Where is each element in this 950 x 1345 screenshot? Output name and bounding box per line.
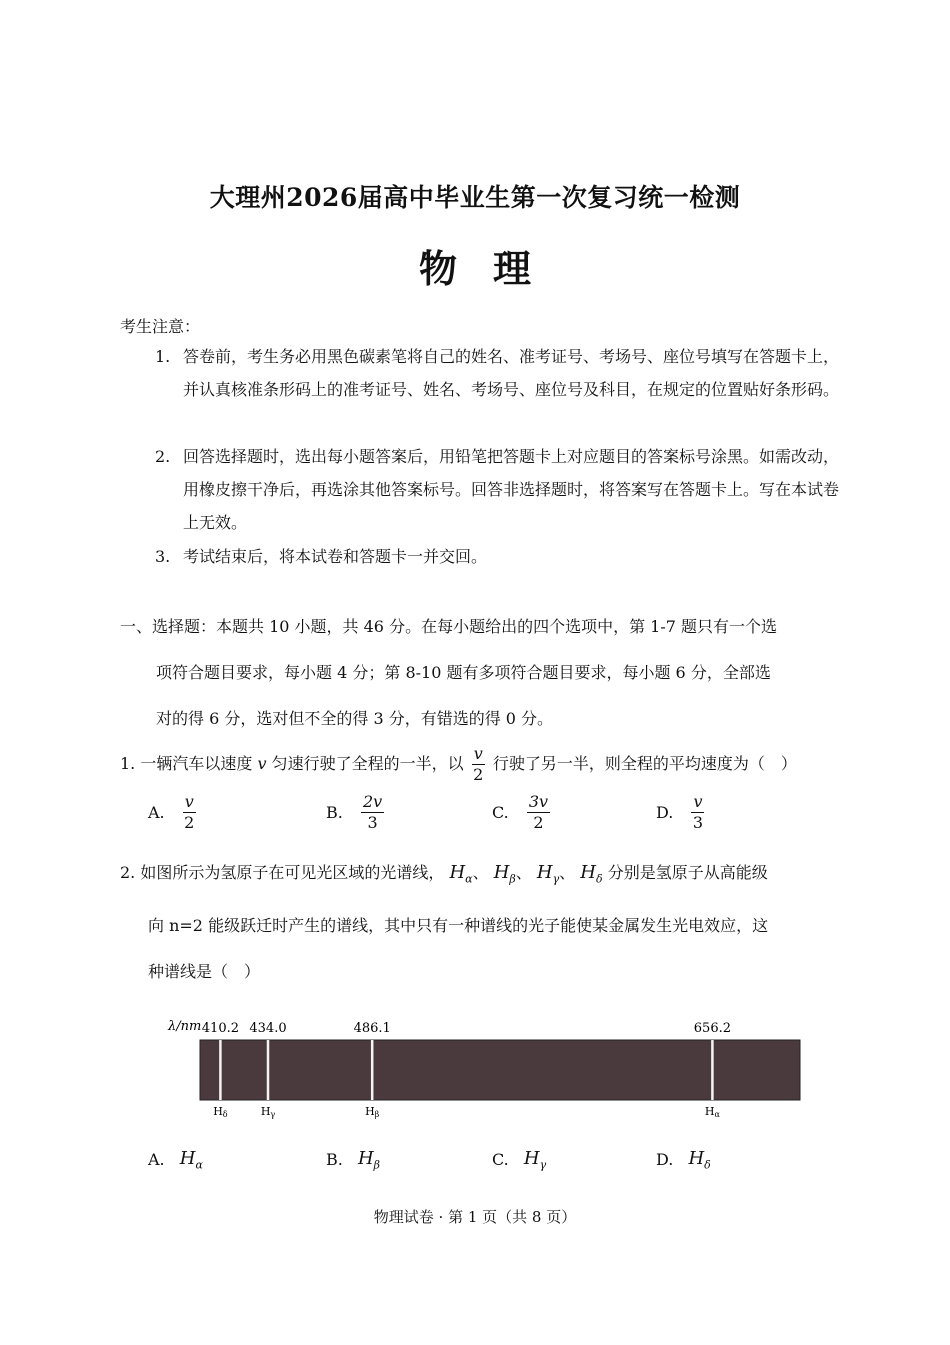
q1-text-c: 行驶了另一半，则全程的平均速度为（ ） [492, 754, 797, 773]
q2-line-2: 向 n=2 能级跃迁时产生的谱线，其中只有一种谱线的光子能使某金属发生光电效应，这 [148, 915, 769, 935]
option-symbol: $H_\delta$ [688, 1148, 711, 1172]
separator: 、 [559, 863, 576, 882]
notice-item-3 [155, 540, 840, 573]
wavelength-label: 486.1 [353, 1021, 391, 1036]
notice-num: 3. [155, 547, 171, 566]
option-fraction [183, 792, 196, 833]
q2-option-b[interactable] [326, 1148, 380, 1172]
line-name-label: Hβ [365, 1105, 380, 1119]
q2-line-3: 种谱线是（ ） [148, 961, 261, 981]
notice-num: 1. [155, 347, 171, 366]
section-line-1: 一、选择题：本题共 10 小题，共 46 分。在每小题给出的四个选项中，第 1-7 题只有一个选 [120, 617, 778, 636]
option-symbol: $H_\beta$ [357, 1148, 380, 1172]
option-label: B. [326, 1150, 343, 1169]
spectrum-axis-label: λ/nm [168, 1019, 202, 1034]
option-fraction [527, 792, 550, 833]
option-label: D. [656, 1150, 674, 1169]
option-fraction [361, 792, 384, 833]
option-fraction [691, 792, 704, 833]
line-name-label: Hγ [260, 1105, 276, 1119]
question-1-stem [120, 744, 840, 785]
frac-den: 3 [692, 813, 704, 832]
q2-option-d[interactable] [656, 1148, 711, 1172]
symbol-h-alpha: $H_\alpha$ [449, 862, 473, 886]
wavelength-label: 434.0 [249, 1021, 287, 1036]
option-label: A. [148, 803, 165, 822]
option-label: C. [492, 1150, 509, 1169]
notice-text: 答卷前，考生务必用黑色碳素笔将自己的姓名、准考证号、考场号、座位号填写在答题卡上，并认真核准条形码上的准考证号、姓名、考场号、座位号及科目，在规定的位置贴好条形码。 [183, 347, 840, 399]
spectrum-svg [160, 1012, 820, 1122]
hydrogen-spectrum-figure [160, 1012, 820, 1122]
notice-item-1 [155, 340, 840, 406]
option-label: D. [656, 803, 674, 822]
section-line-2: 项符合题目要求，每小题 4 分；第 8-10 题有多项符合题目要求，每小题 6 分，全部选 [156, 663, 771, 682]
notice-text: 回答选择题时，选出每小题答案后，用铅笔把答题卡上对应题目的答案标号涂黑。如需改动，用橡皮擦干净后，再选涂其他答案标号。回答非选择题时，将答案写在答题卡上。写在本试卷上无效。 [183, 447, 840, 532]
question-2-stem [120, 850, 840, 995]
notice-item-2 [155, 440, 840, 539]
frac-den: 2 [184, 813, 195, 832]
separator: 、 [472, 863, 489, 882]
notice-num: 2. [155, 447, 171, 466]
exam-title: 大理州2026届高中毕业生第一次复习统一检测 [209, 183, 741, 212]
option-label: B. [326, 803, 343, 822]
q2-text-b: 分别是氢原子从高能级 [607, 863, 768, 882]
symbol-h-gamma: $H_\gamma$ [536, 862, 560, 886]
q1-option-a[interactable] [148, 792, 199, 833]
q2-option-a[interactable] [148, 1148, 203, 1172]
q1-option-b[interactable] [326, 792, 387, 833]
frac-num: v [184, 792, 194, 811]
q1-frac-num: v [473, 744, 483, 763]
wavelength-label: 656.2 [693, 1021, 732, 1036]
q1-option-d[interactable] [656, 792, 707, 833]
notice-text: 考试结束后，将本试卷和答题卡一并交回。 [183, 547, 488, 566]
option-label: A. [148, 1150, 165, 1169]
frac-den: 3 [367, 813, 378, 832]
option-label: C. [492, 803, 509, 822]
page-footer: 物理试卷 · 第 1 页（共 8 页） [373, 1208, 577, 1226]
line-name-label: Hα [704, 1105, 720, 1119]
q2-text-a: 2. 如图所示为氢原子在可见光区域的光谱线， [120, 863, 445, 882]
symbol-h-delta: $H_\delta$ [580, 862, 603, 886]
q1-option-c[interactable] [492, 792, 553, 833]
frac-num: v [693, 792, 703, 811]
section-choice-heading [120, 604, 835, 742]
frac-num: 3v [528, 792, 549, 811]
option-symbol: $H_\alpha$ [179, 1148, 203, 1172]
symbol-h-beta: $H_\beta$ [493, 862, 516, 886]
line-name-label: Hδ [213, 1105, 228, 1119]
q1-text-b: 匀速行驶了全程的一半，以 [271, 754, 464, 773]
q1-frac-den: 2 [473, 765, 484, 784]
section-line-3: 对的得 6 分，选对但不全的得 3 分，有错选的得 0 分。 [156, 709, 554, 728]
q1-fraction [472, 744, 485, 785]
notice-heading: 考生注意： [120, 317, 201, 336]
q1-var-v: v [257, 754, 267, 773]
q2-option-c[interactable] [492, 1148, 546, 1172]
spectrum-band [200, 1040, 800, 1100]
q1-text-a: 1. 一辆汽车以速度 [120, 754, 253, 773]
wavelength-label: 410.2 [201, 1021, 240, 1036]
frac-den: 2 [533, 813, 544, 832]
separator: 、 [515, 863, 532, 882]
frac-num: 2v [362, 792, 383, 811]
subject-title: 物理 [418, 246, 567, 291]
option-symbol: $H_\gamma$ [523, 1148, 547, 1172]
